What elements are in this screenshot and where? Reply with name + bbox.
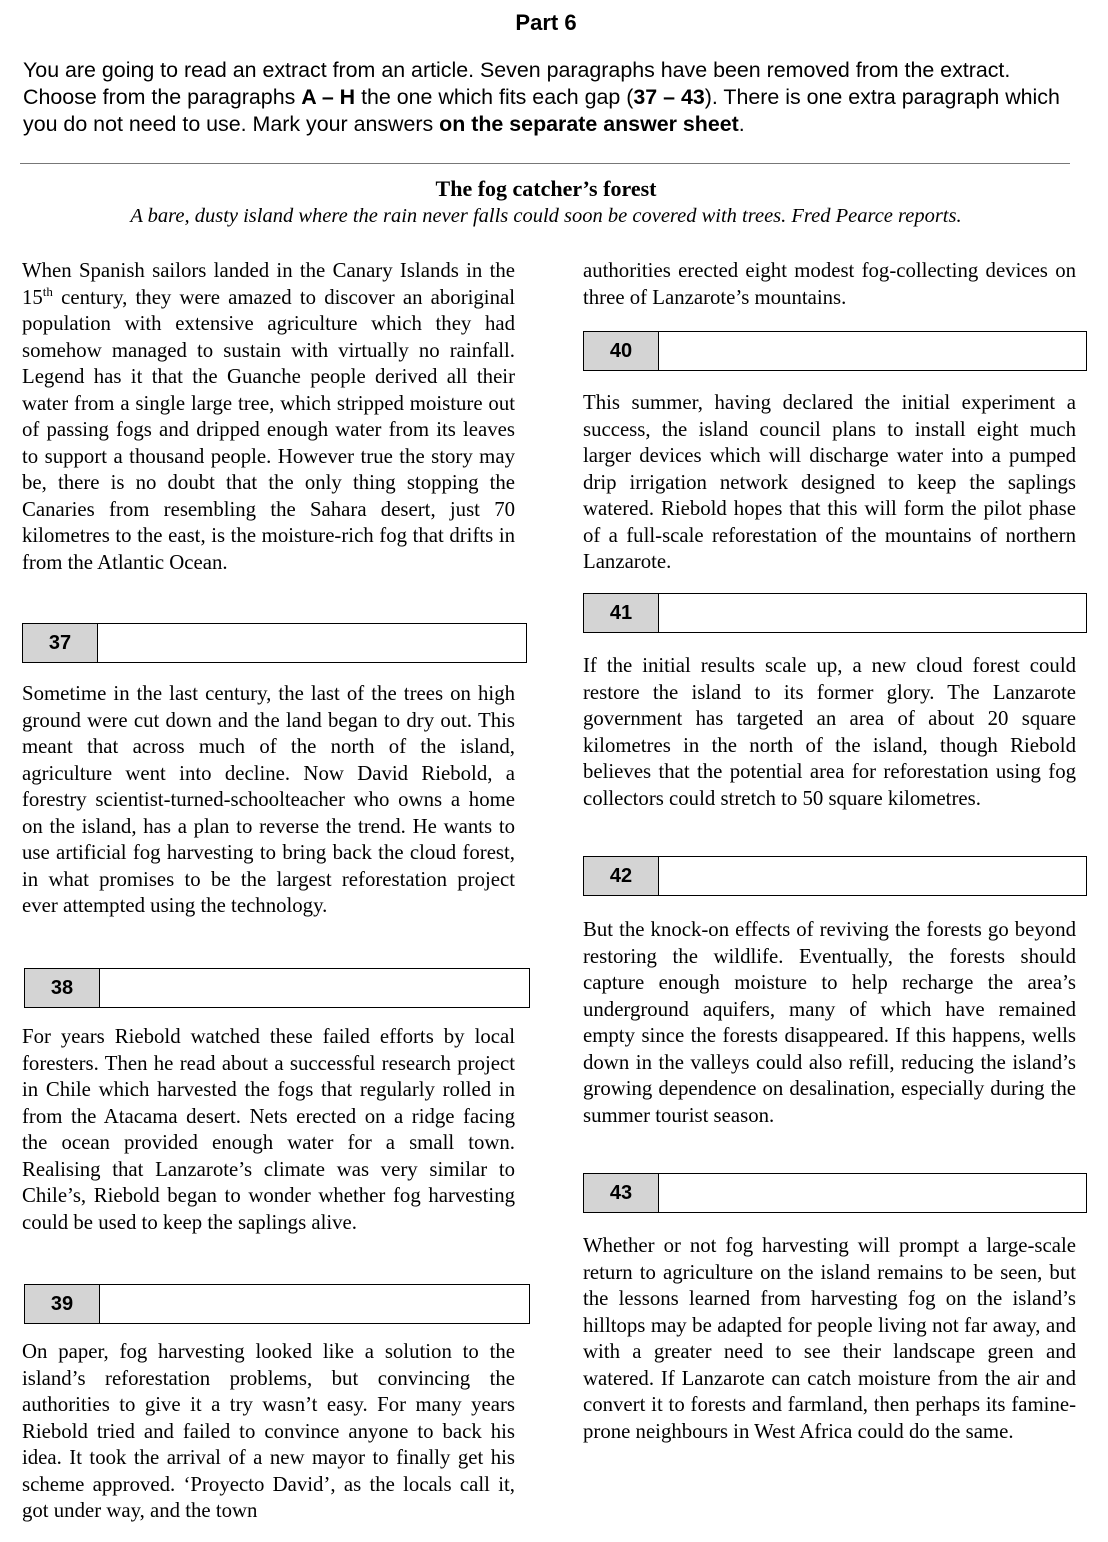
- gap-42[interactable]: [583, 856, 1087, 896]
- paragraph-7: If the initial results scale up, a new cloud forest could restore the island to its former glory. The Lanzarote government has targeted an area of about 20 square kilometres in the north of the island, though Riebold believes that the potential area for reforestation using fog collectors could stretch to 50 square kilometres.: [583, 654, 1076, 810]
- article-title: The fog catcher’s forest: [435, 176, 657, 201]
- gap-43[interactable]: [583, 1173, 1087, 1213]
- paragraph-1: When Spanish sailors landed in the Canary Islands in the 15th century, they were amazed to discover an aboriginal population with extensive agriculture which they had somehow managed to sustain with virtually no rainfall. Legend has it that the Guanche people derived all their water from a single large tree, which stripped moisture out of passing fogs and dripped enough water from its leaves to support a thousand people. However true the story may be, there is no doubt that the only thing stopping the Canaries from resembling the Sahara desert, just 70 kilometres to the east, is the moisture-rich fog that drifts in from the Atlantic Ocean.: [22, 259, 515, 574]
- paragraph-4: On paper, fog harvesting looked like a solution to the island’s reforestation problems, but convincing the authorities to give it a try wasn’t easy. For many years Riebold tried and failed to convince anyone to back his idea. It took the arrival of a new mayor to finally get his scheme approved. ‘Proyecto David’, as the locals call it, got under way, and the town: [22, 1340, 515, 1522]
- gap-39[interactable]: [24, 1284, 530, 1324]
- paragraph-6: This summer, having declared the initial experiment a success, the island council plans to install eight much larger devices which will discharge water into a pumped drip irrigation network designed to keep the saplings watered. Riebold hopes that this will form the pilot phase of a full-scale reforestation of the mountains of northern Lanzarote.: [583, 391, 1076, 573]
- divider-line: [20, 163, 1070, 164]
- paragraph-9: Whether or not fog harvesting will prompt a large-scale return to agriculture on the island remains to be seen, but the lessons learned from harvesting fog on the island’s hilltops may be adapted for people living not far away, and with a greater need to see their landscape green and watered. If Lanzarote can catch moisture from the air and convert it to forests and farmland, then perhaps its famine-prone neighbours in West Africa could do the same.: [583, 1234, 1076, 1443]
- paragraph-3: For years Riebold watched these failed efforts by local foresters. Then he read about a successful research project in Chile which harvested the fogs that regularly rolled in from the Atacama desert. Nets erected on a ridge facing the ocean provided enough water for a small town. Realising that Lanzarote’s climate was very similar to Chile’s, Riebold began to wonder whether fog harvesting could be used to keep the saplings alive.: [22, 1025, 515, 1234]
- article-subtitle: A bare, dusty island where the rain never falls could soon be covered with trees. Fred Pearce reports.: [130, 205, 962, 227]
- instructions: You are going to read an extract from an article. Seven paragraphs have been removed from the extract. Choose from the paragraphs A – H the one which fits each gap (37 – 43). There is one extra paragraph which you do not need to use. Mark your answers on the separate answer sheet.: [23, 58, 1060, 136]
- gap-number: 43: [584, 1174, 659, 1212]
- paragraph-5: authorities erected eight modest fog-collecting devices on three of Lanzarote’s mountains.: [583, 259, 1076, 309]
- part-heading: Part 6: [515, 10, 577, 35]
- gap-number: 42: [584, 857, 659, 895]
- gap-41[interactable]: [583, 593, 1087, 633]
- paragraph-2: Sometime in the last century, the last of the trees on high ground were cut down and the land began to dry out. This meant that across much of the north of the island, agriculture went into decline. Now David Riebold, a forestry scientist-turned-schoolteacher who owns a home on the island, has a plan to reverse the trend. He wants to use artificial fog harvesting to bring back the cloud forest, in what promises to be the largest reforestation project ever attempted using the technology.: [22, 682, 515, 917]
- gap-38[interactable]: [24, 968, 530, 1008]
- gap-number: 40: [584, 332, 659, 370]
- gap-number: 39: [25, 1285, 100, 1323]
- gap-37[interactable]: [22, 623, 527, 663]
- paragraph-8: But the knock-on effects of reviving the forests go beyond restoring the wildlife. Eventually, the forests should capture enough moisture to help recharge the area’s underground aquifers, many of which have remained empty since the forests disappeared. If this happens, wells down in the valleys could also refill, reducing the island’s growing dependence on desalination, especially during the summer tourist season.: [583, 918, 1076, 1127]
- gap-number: 38: [25, 969, 100, 1007]
- gap-40[interactable]: [583, 331, 1087, 371]
- gap-number: 41: [584, 594, 659, 632]
- gap-number: 37: [23, 624, 98, 662]
